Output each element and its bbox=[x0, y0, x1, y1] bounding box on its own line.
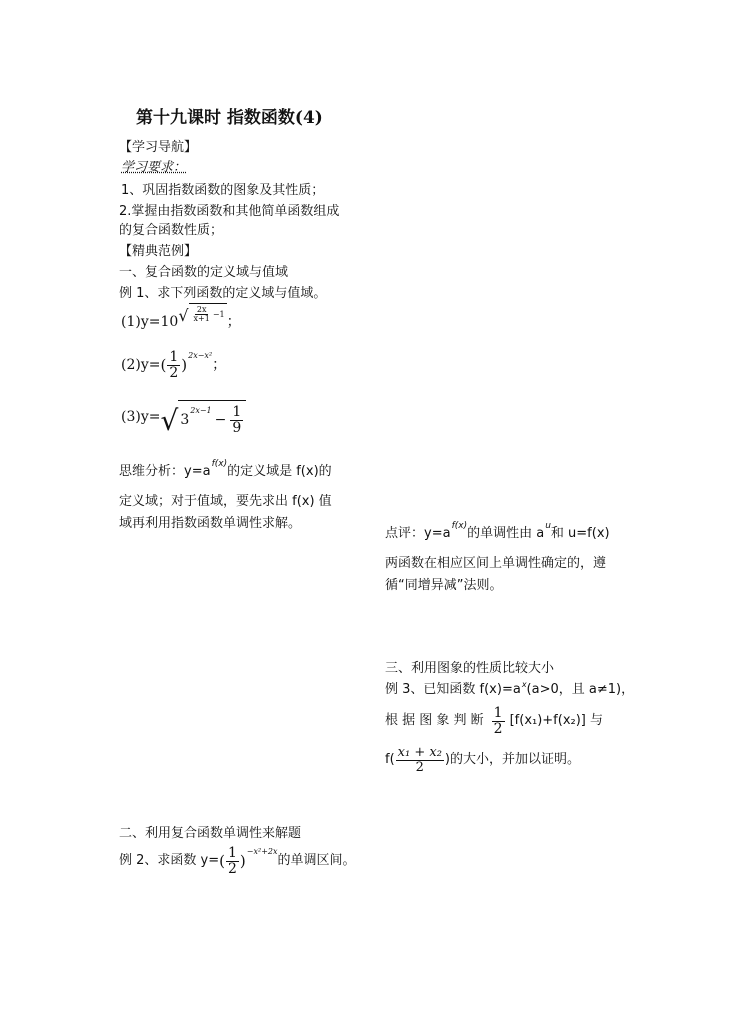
part3-label: (3)y= bbox=[121, 409, 161, 426]
comment-suffix: 和 u=f(x) bbox=[550, 526, 610, 541]
example2-line bbox=[119, 846, 356, 876]
example2-suffix: 的单调区间。 bbox=[277, 853, 356, 869]
midpoint-numerator: x₁ + x₂ bbox=[397, 745, 442, 760]
comment-middle: 的单调性由 a bbox=[467, 526, 545, 541]
example1-part2 bbox=[121, 350, 226, 380]
part1-radicand bbox=[189, 303, 227, 324]
comment-line1 bbox=[385, 521, 610, 542]
comment-line3: 循“同增异减”法则。 bbox=[385, 578, 503, 593]
radical-sign: √ bbox=[160, 404, 179, 438]
example1-part1 bbox=[121, 305, 241, 333]
part2-fraction bbox=[167, 350, 180, 380]
part3-exponent: 2x−1 bbox=[190, 406, 212, 416]
examples-heading: 【精典范例】 bbox=[119, 244, 198, 259]
part2-denominator: 2 bbox=[169, 364, 179, 381]
radical-sign: √ bbox=[178, 305, 189, 325]
comment-exponent-u: u bbox=[545, 521, 551, 531]
analysis-exponent: f(x) bbox=[211, 459, 228, 469]
example2-exponent: −x²+2x bbox=[246, 847, 278, 857]
requirement-2-line2: 的复合函数性质； bbox=[119, 223, 224, 238]
part3-radicand bbox=[178, 400, 246, 435]
part3-fraction bbox=[230, 405, 243, 435]
requirement-2-line1: 2.掌握由指数函数和其他简单函数组成 bbox=[119, 204, 340, 219]
example2-left-paren: ( bbox=[219, 852, 225, 871]
part2-exponent: 2x−x² bbox=[188, 351, 213, 361]
part2-numerator: 1 bbox=[169, 349, 179, 365]
example3-bracket: [f(x₁)+f(x₂)] 与 bbox=[509, 713, 604, 729]
section3-title: 三、利用图象的性质比较大小 bbox=[385, 661, 555, 676]
section2-title: 二、利用复合函数单调性来解题 bbox=[119, 826, 302, 841]
part3-minus: − bbox=[214, 411, 227, 428]
example1-prompt: 例 1、求下列函数的定义域与值域。 bbox=[119, 286, 327, 301]
example3-exponent: x bbox=[521, 680, 527, 689]
example3-line3 bbox=[385, 746, 580, 774]
part1-tail: −1 bbox=[212, 310, 225, 320]
example3-line2-prefix: 根 据 图 象 判 断 bbox=[385, 713, 484, 729]
part1-label: (1)y= bbox=[121, 313, 161, 330]
page-title: 第十九课时 指数函数(4) bbox=[136, 108, 323, 128]
example3-line3-suffix: )的大小，并加以证明。 bbox=[444, 752, 580, 768]
analysis-line2: 定义域；对于值域，要先求出 f(x) 值 bbox=[119, 494, 332, 509]
part3-base: 3 bbox=[180, 411, 190, 428]
part2-label: (2)y= bbox=[121, 356, 161, 373]
midpoint-denominator: 2 bbox=[415, 759, 424, 775]
example2-numerator: 1 bbox=[227, 845, 237, 861]
analysis-suffix: 的定义域是 f(x)的 bbox=[227, 464, 332, 479]
requirements-label: 学习要求： bbox=[121, 160, 187, 175]
midpoint-fraction bbox=[396, 746, 444, 774]
example3-line3-prefix: f( bbox=[385, 752, 395, 768]
analysis-prefix: 思维分析：y=a bbox=[119, 464, 211, 479]
part2-end: ； bbox=[212, 356, 227, 373]
example2-fraction bbox=[226, 846, 239, 876]
example3-line1 bbox=[385, 682, 634, 698]
example3-line2 bbox=[385, 706, 603, 736]
analysis-line3: 域再利用指数函数单调性求解。 bbox=[119, 516, 302, 531]
comment-prefix: 点评：y=a bbox=[385, 526, 451, 541]
requirement-1: 1、巩固指数函数的图象及其性质； bbox=[121, 183, 325, 198]
analysis-line1 bbox=[119, 459, 332, 480]
part2-right-paren: ) bbox=[181, 356, 188, 375]
comment-line2: 两函数在相应区间上单调性确定的，遵 bbox=[385, 556, 607, 571]
half-fraction bbox=[492, 706, 505, 736]
part1-numerator: 2x bbox=[196, 305, 207, 314]
part3-root bbox=[160, 400, 246, 438]
study-nav-heading: 【学习导航】 bbox=[119, 140, 198, 155]
half-denominator: 2 bbox=[493, 720, 503, 737]
example3-line1-end: (a>0，且 a≠1)， bbox=[526, 682, 635, 697]
comment-exponent: f(x) bbox=[451, 521, 468, 531]
half-numerator: 1 bbox=[493, 705, 503, 721]
example2-right-paren: ) bbox=[239, 852, 246, 871]
section1-title: 一、复合函数的定义域与值域 bbox=[119, 265, 289, 280]
part1-denominator: x+1 bbox=[193, 314, 210, 324]
part3-denominator: 9 bbox=[232, 419, 242, 436]
part1-exponent-root bbox=[178, 303, 226, 324]
part1-end: ； bbox=[226, 313, 241, 330]
part1-base: 10 bbox=[160, 313, 179, 330]
part1-fraction bbox=[192, 306, 212, 324]
example2-denominator: 2 bbox=[227, 860, 237, 877]
part2-left-paren: ( bbox=[160, 356, 167, 375]
example3-line1-text: 例 3、已知函数 f(x)=a bbox=[385, 682, 521, 697]
example1-part3 bbox=[121, 400, 246, 438]
part3-numerator: 1 bbox=[232, 404, 242, 420]
example2-prefix: 例 2、求函数 y= bbox=[119, 853, 220, 869]
